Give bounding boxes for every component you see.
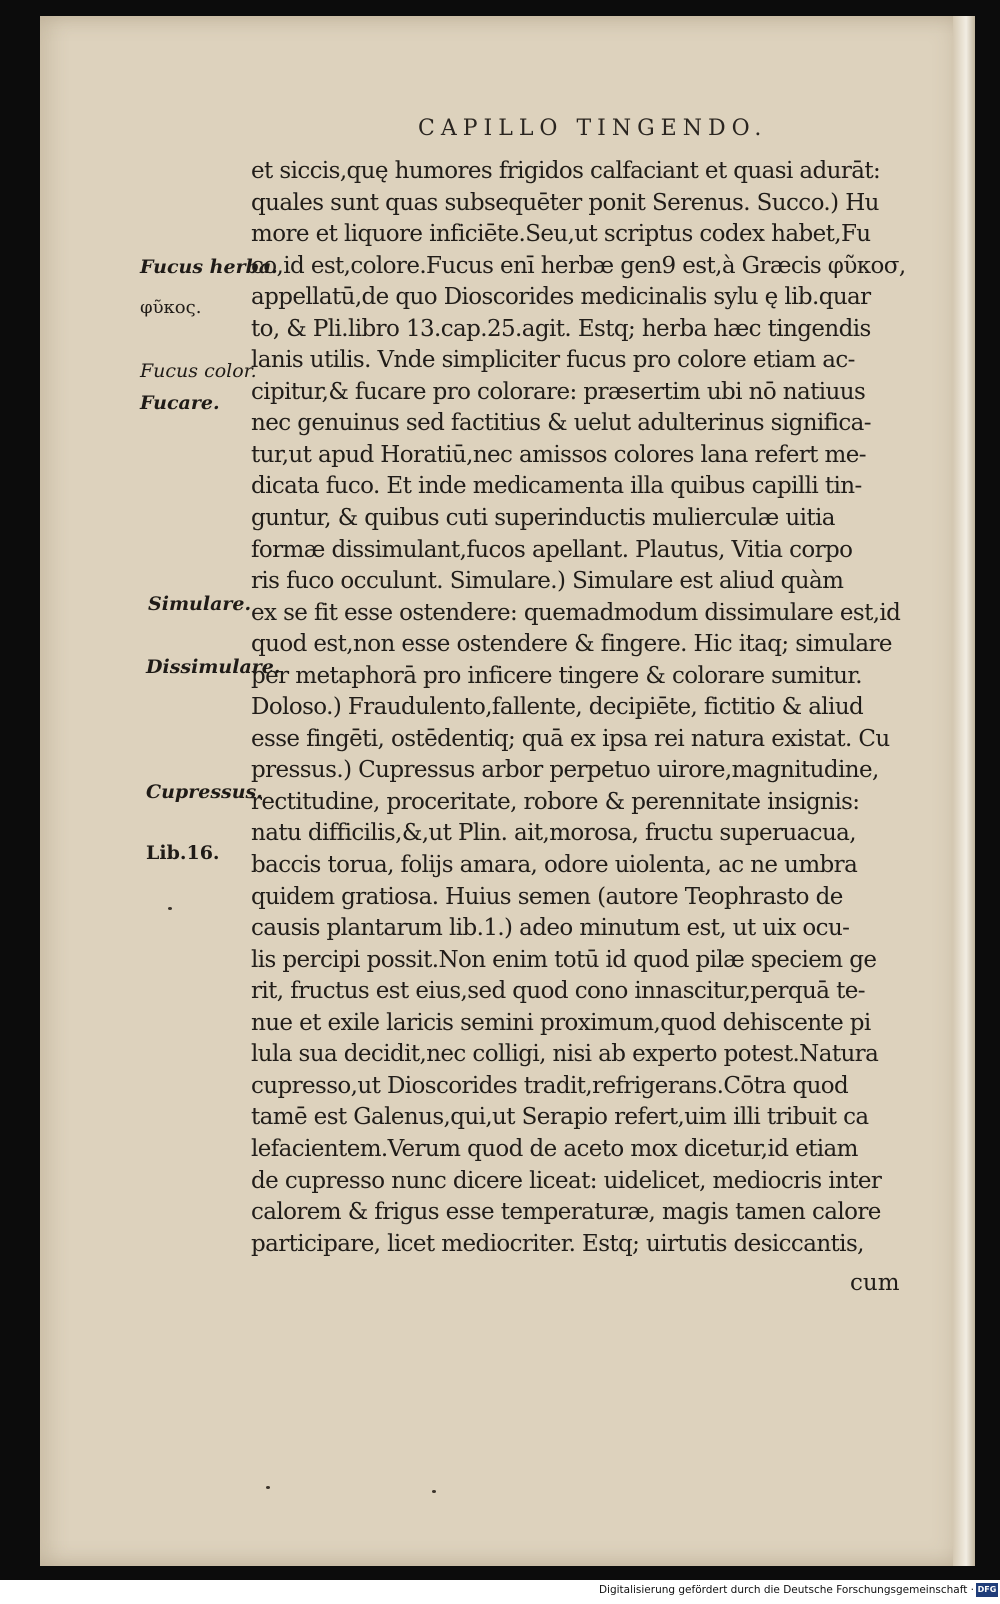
body-text	[251, 156, 911, 1260]
text-line: ris fuco occulunt. Simulare.) Simulare est aliud quàm	[251, 568, 844, 595]
text-line: de cupresso nunc dicere liceat: uidelicet, mediocris inter	[251, 1167, 882, 1194]
text-line: nec genuinus sed factitius & uelut adulterinus significa-	[251, 410, 871, 437]
page-spine-shadow	[953, 16, 975, 1566]
text-line: to, & Pli.libro 13.cap.25.agit. Estq; herba hæc tingendis	[251, 315, 871, 342]
margin-note-fucus-herba: Fucus herba.	[140, 256, 278, 278]
text-line: tamē est Galenus,qui,ut Serapio refert,uim illi tribuit ca	[251, 1104, 869, 1131]
text-line: ex se fit esse ostendere: quemadmodum dissimulare est,id	[251, 599, 901, 626]
text-line: appellatū,de quo Dioscorides medicinalis sylu ę lib.quar	[251, 284, 871, 311]
text-line: cupresso,ut Dioscorides tradit,refrigerans.Cōtra quod	[251, 1072, 849, 1099]
text-line: nue et exile laricis semini proximum,quod dehiscente pi	[251, 1009, 871, 1036]
text-line: pressus.) Cupressus arbor perpetuo uirore,magnitudine,	[251, 757, 879, 784]
text-line: calorem & frigus esse temperaturæ, magis tamen calore	[251, 1199, 881, 1226]
text-line: natu difficilis,&,ut Plin. ait,morosa, fructu superuacua,	[251, 820, 857, 847]
text-line: per metaphorā pro inficere tingere & colorare sumitur.	[251, 662, 862, 689]
text-line: cipitur,& fucare pro colorare: præsertim ubi nō natiuus	[251, 378, 866, 405]
text-line: lis percipi possit.Non enim totū id quod pilæ speciem ge	[251, 946, 877, 973]
text-line: et siccis,quę humores frigidos calfaciant et quasi adurāt:	[251, 158, 881, 184]
text-line: co,id est,colore.Fucus enī herbæ gen9 est,à Græcis φῦκοσ,	[251, 252, 906, 279]
text-line: causis plantarum lib.1.) adeo minutum est, ut uix ocu-	[251, 915, 850, 942]
text-line: esse fingēti, ostēdentiq; quā ex ipsa rei natura existat. Cu	[251, 725, 890, 752]
margin-note-greek: φῦκος.	[140, 297, 202, 318]
footer-bar	[0, 1580, 1000, 1604]
text-line: Doloso.) Fraudulento,fallente, decipiēte, fictitio & aliud	[251, 694, 864, 721]
text-line: guntur, & quibus cuti superinductis mulierculæ uitia	[251, 505, 835, 532]
margin-note-dissimulare: Dissimulare.	[146, 656, 281, 678]
footer-credit: Digitalisierung gefördert durch die Deutsche Forschungsgemeinschaft ·	[598, 1584, 974, 1596]
margin-note-lib: Lib.16.	[146, 842, 220, 864]
ink-speck	[432, 1490, 436, 1493]
text-line: lula sua decidit,nec colligi, nisi ab experto potest.Natura	[251, 1041, 879, 1068]
text-line: baccis torua, folijs amara, odore uiolenta, ac ne umbra	[251, 852, 858, 879]
text-line: participare, licet mediocriter. Estq; uirtutis desiccantis,	[251, 1230, 864, 1257]
ink-speck	[168, 907, 172, 910]
ink-speck	[266, 1486, 270, 1489]
text-line: quales sunt quas subsequēter ponit Serenus. Succo.) Hu	[251, 189, 879, 216]
catchword: cum	[850, 1270, 900, 1296]
text-line: dicata fuco. Et inde medicamenta illa quibus capilli tin-	[251, 473, 862, 500]
text-line: rit, fructus est eius,sed quod cono innascitur,perquā te-	[251, 978, 865, 1005]
running-head: CAPILLO TINGENDO.	[418, 116, 768, 141]
margin-note-fucus-color: Fucus color.	[140, 360, 257, 382]
margin-note-simulare: Simulare.	[148, 593, 252, 615]
dfg-logo: DFG	[976, 1583, 998, 1597]
text-line: rectitudine, proceritate, robore & perennitate insignis:	[251, 788, 860, 815]
margin-note-fucare: Fucare.	[140, 392, 220, 414]
text-line: lefacientem.Verum quod de aceto mox dicetur,id etiam	[251, 1135, 858, 1162]
margin-note-cupressus: Cupressus.	[146, 781, 263, 803]
text-line: quidem gratiosa. Huius semen (autore Teophrasto de	[251, 883, 843, 910]
text-line: more et liquore inficiēte.Seu,ut scriptus codex habet,Fu	[251, 221, 871, 248]
text-line: lanis utilis. Vnde simpliciter fucus pro colore etiam ac-	[251, 347, 855, 374]
text-line: formæ dissimulant,fucos apellant. Plautus, Vitia corpo	[251, 536, 853, 563]
text-line: quod est,non esse ostendere & fingere. Hic itaq; simulare	[251, 631, 892, 658]
text-line: tur,ut apud Horatiū,nec amissos colores lana refert me-	[251, 441, 866, 468]
